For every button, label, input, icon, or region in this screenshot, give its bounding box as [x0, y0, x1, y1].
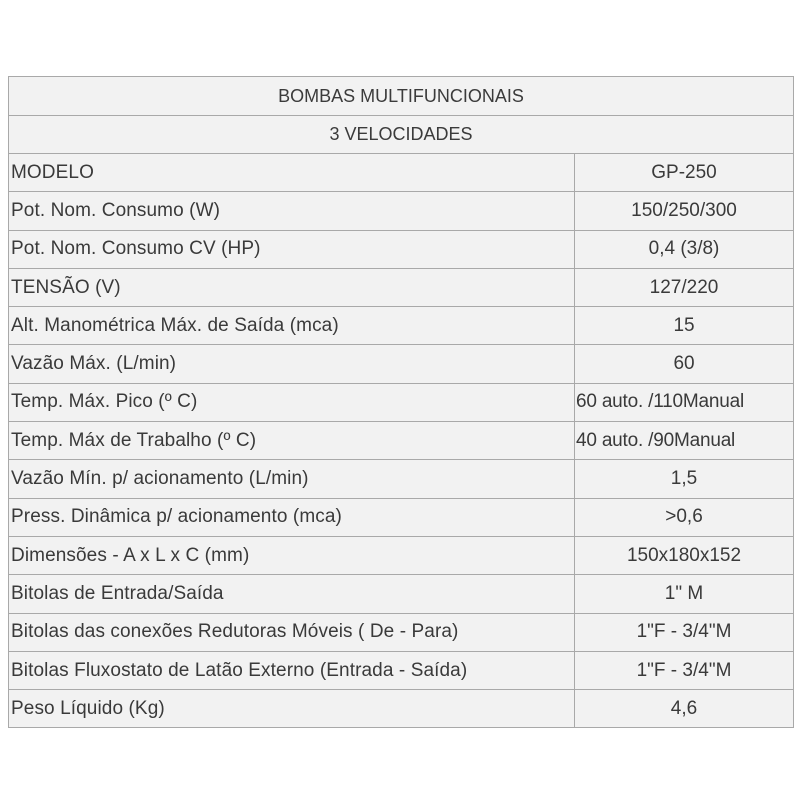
- row-label: TENSÃO (V): [9, 268, 575, 306]
- table-row-press-dinamica: [9, 498, 794, 536]
- table-row-dimensoes: [9, 536, 794, 574]
- table-title: BOMBAS MULTIFUNCIONAIS: [9, 77, 794, 116]
- row-value: GP-250: [575, 154, 794, 192]
- row-label: Vazão Máx. (L/min): [9, 345, 575, 383]
- row-label: Dimensões - A x L x C (mm): [9, 536, 575, 574]
- table-row-pot-consumo-w: [9, 192, 794, 230]
- row-value: 1"F - 3/4"M: [575, 651, 794, 689]
- row-value: 40 auto. /90Manual: [575, 422, 794, 460]
- table-row-pot-consumo-cv: [9, 230, 794, 268]
- row-label: Temp. Máx de Trabalho (º C): [9, 422, 575, 460]
- row-value: 0,4 (3/8): [575, 230, 794, 268]
- row-label: MODELO: [9, 154, 575, 192]
- table-row-bitolas-fluxostato: [9, 651, 794, 689]
- row-label: Bitolas Fluxostato de Latão Externo (Entrada - Saída): [9, 651, 575, 689]
- table-row-bitolas-entrada-saida: [9, 575, 794, 613]
- row-value: 1"F - 3/4"M: [575, 613, 794, 651]
- row-label: Press. Dinâmica p/ acionamento (mca): [9, 498, 575, 536]
- row-value: 15: [575, 307, 794, 345]
- row-value: 1" M: [575, 575, 794, 613]
- table-row-bitolas-redutoras: [9, 613, 794, 651]
- row-value: 60: [575, 345, 794, 383]
- row-value: 127/220: [575, 268, 794, 306]
- table-subtitle-row: [9, 115, 794, 154]
- row-value: >0,6: [575, 498, 794, 536]
- row-label: Peso Líquido (Kg): [9, 690, 575, 728]
- row-label: Bitolas das conexões Redutoras Móveis ( De - Para): [9, 613, 575, 651]
- row-value: 1,5: [575, 460, 794, 498]
- row-value: 150x180x152: [575, 536, 794, 574]
- table-title-row: [9, 77, 794, 116]
- row-label: Pot. Nom. Consumo (W): [9, 192, 575, 230]
- specifications-table: [8, 76, 794, 728]
- row-label: Alt. Manométrica Máx. de Saída (mca): [9, 307, 575, 345]
- table-row-tensao: [9, 268, 794, 306]
- table-row-vazao-min: [9, 460, 794, 498]
- table-row-temp-pico: [9, 383, 794, 421]
- table-row-temp-trabalho: [9, 422, 794, 460]
- row-value: 150/250/300: [575, 192, 794, 230]
- row-label: Bitolas de Entrada/Saída: [9, 575, 575, 613]
- row-value: 4,6: [575, 690, 794, 728]
- row-label: Pot. Nom. Consumo CV (HP): [9, 230, 575, 268]
- row-label: Temp. Máx. Pico (º C): [9, 383, 575, 421]
- table-row-alt-manometrica: [9, 307, 794, 345]
- table-subtitle: 3 VELOCIDADES: [9, 115, 794, 154]
- row-label: Vazão Mín. p/ acionamento (L/min): [9, 460, 575, 498]
- table-row-vazao-max: [9, 345, 794, 383]
- table-row-peso-liquido: [9, 690, 794, 728]
- table-row-modelo: [9, 154, 794, 192]
- row-value: 60 auto. /110Manual: [575, 383, 794, 421]
